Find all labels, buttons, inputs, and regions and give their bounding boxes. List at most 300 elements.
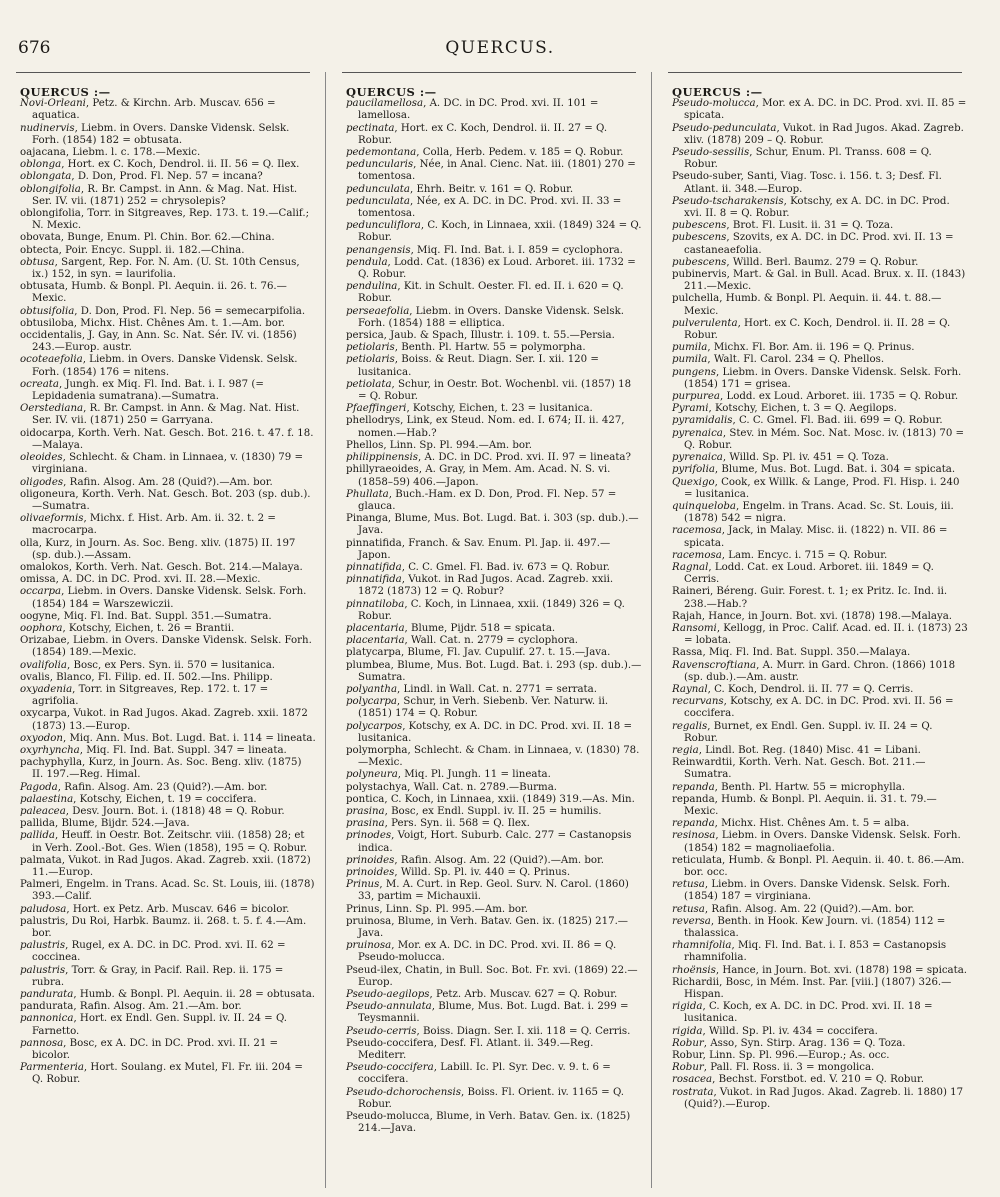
index-entry bbox=[340, 354, 642, 378]
entry-text: , Labill. Ic. Pl. Syr. Dec. v. 9. t. 6 = coccifera. bbox=[358, 1062, 611, 1086]
index-entry bbox=[666, 123, 968, 147]
index-entry bbox=[666, 232, 968, 256]
entry-text: , Rugel, ex A. DC. in DC. Prod. xvi. II. 62 = coccinea. bbox=[32, 940, 286, 964]
entry-text: palmata, Vukot. in Rad Jugos. Akad. Zagreb. xxii. (1872) 11.—Europ. bbox=[20, 854, 311, 878]
index-entry bbox=[666, 452, 968, 464]
index-entry bbox=[14, 159, 316, 171]
index-entry bbox=[14, 379, 316, 403]
entry-text: , Vukot. in Rad Jugos. Akad. Zagreb. li. 1880) 17 (Quid?).—Europ. bbox=[684, 1086, 964, 1110]
entry-text: oajacana, Liebm. l. c. 178.—Mexic. bbox=[20, 147, 201, 159]
entry-synonym-name: retusa bbox=[672, 879, 705, 891]
index-entry bbox=[340, 635, 642, 647]
index-entry bbox=[666, 916, 968, 940]
entry-text: , Hort. ex C. Koch, Dendrol. ii. II. 27 = Q. Robur. bbox=[358, 122, 608, 146]
index-entry bbox=[340, 1026, 642, 1038]
entry-text: obovata, Bunge, Enum. Pl. Chin. Bor. 62.—China. bbox=[20, 232, 275, 244]
entry-synonym-name: oblonga bbox=[20, 159, 62, 171]
entry-synonym-name: Phullata bbox=[346, 488, 389, 500]
entry-synonym-name: Parmenteria bbox=[20, 1062, 84, 1074]
entry-text: , C. Koch, in Linnaea, xxii. (1849) 326 = Q. Robur. bbox=[358, 598, 625, 622]
index-entry bbox=[666, 660, 968, 684]
entry-synonym-name: prinoides bbox=[346, 854, 395, 866]
column-heading: QUERCUS :— bbox=[672, 85, 763, 99]
entry-synonym-name: repanda bbox=[672, 781, 715, 793]
entry-text: , Willd. Sp. Pl. iv. 434 = coccifera. bbox=[702, 1025, 878, 1037]
index-entry bbox=[666, 647, 968, 659]
entry-text: , Née, in Anal. Cienc. Nat. iii. (1801) 270 = tomentosa. bbox=[358, 159, 636, 183]
index-entry bbox=[14, 855, 316, 879]
entry-text: Palmeri, Engelm. in Trans. Acad. Sc. St. Louis, iii. (1878) 393.—Calif. bbox=[20, 879, 315, 903]
entry-text: oligoneura, Korth. Verh. Nat. Gesch. Bot. 203 (sp. dub.).—Sumatra. bbox=[20, 488, 311, 512]
entry-synonym-name: rhoënsis bbox=[672, 964, 716, 976]
entry-text: , Schur, in Oestr. Bot. Wochenbl. vii. (1857) 18 = Q. Robur. bbox=[358, 378, 632, 403]
entry-text: , D. Don, Prod. Fl. Nep. 57 = incana? bbox=[71, 171, 263, 183]
entry-text: , Willd. Berl. Baumz. 279 = Q. Robur. bbox=[726, 256, 919, 268]
index-entry bbox=[340, 879, 642, 903]
entry-text: , Miq. Pl. Jungh. 11 = lineata. bbox=[397, 769, 551, 781]
entry-text: , Liebm. in Overs. Danske Vidensk. Selsk. Forh. (1854) 184 = Warszewiczii. bbox=[32, 586, 307, 610]
index-entry bbox=[14, 538, 316, 562]
entry-synonym-name: pinnatiloba bbox=[346, 598, 405, 610]
entry-text: , Hort. ex Petz. Arb. Muscav. 646 = bicolor. bbox=[66, 903, 290, 915]
index-entry bbox=[666, 428, 968, 452]
entry-text: , Vukot. in Rad Jugos. Acad. Zagreb. xxii. 1872 (1873) 12 = Q. Robur? bbox=[358, 574, 614, 598]
entry-synonym-name: regalis bbox=[672, 720, 708, 732]
entry-text: , A. DC. in DC. Prod. xvi. II. 101 = lamellosa. bbox=[358, 98, 599, 122]
entry-synonym-name: petiolata bbox=[346, 378, 392, 390]
entry-synonym-name: rosacea bbox=[672, 1074, 713, 1086]
index-entry bbox=[340, 684, 642, 696]
entry-text: , Sargent, Rep. For. N. Am. (U. St. 10th Census, ix.) 152, in syn. = laurifolia. bbox=[32, 256, 300, 281]
index-entry bbox=[666, 220, 968, 232]
index-entry bbox=[14, 171, 316, 183]
entry-synonym-name: polycarpos bbox=[346, 720, 403, 732]
entry-synonym-name: polyantha bbox=[346, 683, 398, 695]
entry-text: obtusiloba, Michx. Hist. Chênes Am. t. 1.—Am. bor. bbox=[20, 317, 285, 329]
entry-synonym-name: Pyrami bbox=[672, 403, 709, 415]
index-entry bbox=[14, 586, 316, 610]
entry-text: , C. Koch, Dendrol. ii. II. 77 = Q. Cerris. bbox=[707, 683, 914, 695]
index-entry bbox=[666, 171, 968, 195]
entry-synonym-name: peduncularis bbox=[346, 159, 414, 171]
index-entry bbox=[340, 220, 642, 244]
entry-synonym-name: pallida bbox=[20, 830, 55, 842]
index-entry bbox=[14, 489, 316, 513]
index-entry bbox=[340, 184, 642, 196]
entry-text: , Brot. Fl. Lusit. ii. 31 = Q. Toza. bbox=[726, 220, 894, 232]
entry-text: polystachya, Wall. Cat. n. 2789.—Burma. bbox=[346, 781, 558, 793]
index-entry bbox=[666, 611, 968, 623]
entry-text: , Miq. Ann. Mus. Bot. Lugd. Bat. i. 114 = lineata. bbox=[62, 732, 316, 744]
entry-synonym-name: pinnatifida bbox=[346, 561, 402, 573]
entry-text: pubinervis, Mart. & Gal. in Bull. Acad. Brux. x. II. (1843) 211.—Mexic. bbox=[672, 269, 966, 293]
index-entry bbox=[14, 818, 316, 830]
entry-list bbox=[666, 98, 968, 1111]
entry-text: , Lodd. Cat. (1836) ex Loud. Arboret. iii. 1732 = Q. Robur. bbox=[358, 256, 636, 281]
entry-text: , Engelm. in Trans. Acad. Sc. St. Louis, iii. (1878) 542 = nigra. bbox=[684, 500, 954, 525]
index-entry bbox=[340, 696, 642, 720]
index-entry bbox=[340, 989, 642, 1001]
entry-text: , C. Koch, in Linnaea, xxii. (1849) 324 = Q. Robur. bbox=[358, 220, 642, 244]
index-entry bbox=[666, 586, 968, 610]
entry-synonym-name: pumila bbox=[672, 354, 708, 366]
index-entry bbox=[340, 147, 642, 159]
entry-synonym-name: Pseudo-tscharakensis bbox=[672, 195, 784, 207]
entry-text: reticulata, Humb. & Bonpl. Pl. Aequin. ii. 40. t. 86.—Am. bor. occ. bbox=[672, 854, 965, 878]
entry-text: Orizabae, Liebm. in Overs. Danske Vidensk. Selsk. Forh. (1854) 189.—Mexic. bbox=[20, 635, 312, 659]
entry-text: pontica, C. Koch, in Linnaea, xxii. (1849) 319.—As. Min. bbox=[346, 793, 635, 805]
entry-text: oidocarpa, Korth. Verh. Nat. Gesch. Bot. 216. t. 47. f. 18.—Malaya. bbox=[20, 427, 314, 451]
entry-text: oogyne, Miq. Fl. Ind. Bat. Suppl. 351.—Sumatra. bbox=[20, 610, 272, 622]
index-entry bbox=[340, 1087, 642, 1111]
entry-text: pallida, Blume, Bijdr. 524.—Java. bbox=[20, 818, 190, 830]
entry-text: , Kotschy, ex A. DC. in DC. Prod. xvi. II. 8 = Q. Robur. bbox=[684, 195, 950, 220]
entry-text: , Pall. Fl. Ross. ii. 3 = mongolica. bbox=[703, 1062, 875, 1074]
entry-synonym-name: petiolaris bbox=[346, 354, 395, 366]
entry-text: palustris, Du Roi, Harbk. Baumz. ii. 268. t. 5. f. 4.—Am. bor. bbox=[20, 915, 307, 940]
index-entry bbox=[14, 428, 316, 452]
entry-synonym-name: oleoides bbox=[20, 452, 63, 464]
entry-text: Robur, Linn. Sp. Pl. 996.—Europ.; As. occ. bbox=[672, 1050, 890, 1062]
entry-text: , Willd. Sp. Pl. iv. 451 = Q. Toza. bbox=[722, 452, 889, 464]
entry-text: Richardii, Bosc, in Mém. Inst. Par. [viii.] (1807) 326.—Hispan. bbox=[672, 976, 952, 1001]
index-entry bbox=[666, 965, 968, 977]
entry-text: , Bosc, ex A. DC. in DC. Prod. xvi. II. 21 = bicolor. bbox=[32, 1037, 279, 1062]
column-divider bbox=[651, 72, 652, 1188]
entry-text: , Blume, Mus. Bot. Lugd. Bat. i. 304 = spicata. bbox=[714, 464, 956, 476]
entry-synonym-name: placentaria bbox=[346, 635, 405, 647]
entry-text: , Hort. ex C. Koch, Dendrol. ii. II. 56 = Q. Ilex. bbox=[61, 159, 300, 171]
index-entry bbox=[340, 623, 642, 635]
entry-text: , Boiss. Fl. Orient. iv. 1165 = Q. Robur. bbox=[358, 1086, 625, 1110]
index-entry bbox=[14, 98, 316, 122]
entry-text: , M. A. Curt. in Rep. Geol. Surv. N. Carol. (1860) 33, partim = Michauxii. bbox=[358, 879, 629, 903]
entry-synonym-name: Robur bbox=[672, 1037, 704, 1049]
index-entry bbox=[340, 916, 642, 940]
index-entry bbox=[666, 147, 968, 171]
entry-synonym-name: rigida bbox=[672, 1001, 703, 1013]
entry-synonym-name: Pagoda bbox=[20, 781, 58, 793]
entry-synonym-name: quinqueloba bbox=[672, 500, 737, 512]
entry-synonym-name: reversa bbox=[672, 915, 711, 927]
index-entry bbox=[666, 623, 968, 647]
entry-synonym-name: pruinosa bbox=[346, 940, 392, 952]
entry-text: , Liebm. in Overs. Danske Vidensk. Selsk. Forh. (1854) 182 = magnoliaefolia. bbox=[684, 830, 961, 854]
entry-text: , Boiss. & Reut. Diagn. Ser. I. xii. 120 = lusitanica. bbox=[358, 354, 599, 378]
entry-text: oxycarpa, Vukot. in Rad Jugos. Akad. Zagreb. xxii. 1872 (1873) 13.—Europ. bbox=[20, 708, 308, 732]
entry-synonym-name: Ravenscroftiana bbox=[672, 659, 757, 671]
index-entry bbox=[666, 415, 968, 427]
entry-text: , Benth. Pl. Hartw. 55 = polymorpha. bbox=[394, 342, 586, 354]
entry-synonym-name: ovalifolia bbox=[20, 659, 67, 671]
entry-synonym-name: pedemontana bbox=[346, 147, 417, 159]
entry-text: , Bosc, ex Endl. Suppl. iv. II. 25 = humilis. bbox=[384, 805, 602, 817]
index-entry bbox=[340, 904, 642, 916]
index-entry bbox=[340, 574, 642, 598]
entry-text: , Rafin. Alsog. Am. 22 (Quid?).—Am. bor. bbox=[394, 854, 605, 866]
entry-text: , Liebm. in Overs. Danske Vidensk. Selsk. Forh. (1854) 171 = grisea. bbox=[684, 366, 962, 390]
index-entry bbox=[666, 977, 968, 1001]
entry-synonym-name: palaestina bbox=[20, 793, 74, 805]
entry-text: , Miq. Fl. Ind. Bat. i. I. 859 = cyclophora. bbox=[410, 244, 623, 256]
index-entry bbox=[340, 794, 642, 806]
entry-text: , Ehrh. Beitr. v. 161 = Q. Robur. bbox=[409, 183, 574, 195]
entry-text: , Kotschy, ex A. DC. in DC. Prod. xvi. II. 18 = lusitanica. bbox=[358, 720, 633, 744]
index-entry bbox=[14, 611, 316, 623]
index-entry bbox=[666, 403, 968, 415]
entry-synonym-name: rigida bbox=[672, 1025, 703, 1037]
index-entry bbox=[14, 281, 316, 305]
index-entry bbox=[340, 769, 642, 781]
entry-text: , Hort. ex Endl. Gen. Suppl. iv. II. 24 = Q. Farnetto. bbox=[32, 1013, 288, 1037]
entry-synonym-name: paleacea bbox=[20, 805, 66, 817]
entry-text: , Lodd. Cat. ex Loud. Arboret. iii. 1849 = Q. Cerris. bbox=[684, 561, 934, 586]
index-entry bbox=[340, 379, 642, 403]
index-entry bbox=[666, 550, 968, 562]
index-entry bbox=[666, 1087, 968, 1111]
entry-text: , Schur, in Verh. Siebenb. Ver. Naturw. ii. (1851) 174 = Q. Robur. bbox=[358, 696, 609, 720]
page-number: 676 bbox=[18, 38, 51, 58]
entry-text: , Voigt, Hort. Suburb. Calc. 277 = Castanopsis indica. bbox=[358, 830, 632, 854]
index-entry bbox=[340, 745, 642, 769]
entry-synonym-name: pulverulenta bbox=[672, 317, 738, 329]
entry-synonym-name: pannosa bbox=[20, 1037, 64, 1049]
index-entry bbox=[14, 733, 316, 745]
index-entry bbox=[14, 782, 316, 794]
entry-text: Rajah, Hance, in Journ. Bot. xvi. (1878) 198.—Malaya. bbox=[672, 610, 953, 622]
entry-text: pruinosa, Blume, in Verh. Batav. Gen. ix. (1825) 217.—Java. bbox=[346, 915, 628, 940]
entry-synonym-name: nudinervis bbox=[20, 122, 75, 134]
index-entry bbox=[666, 745, 968, 757]
entry-text: obtusata, Humb. & Bonpl. Pl. Aequin. ii. 26. t. 76.—Mexic. bbox=[20, 281, 287, 305]
entry-synonym-name: pubescens bbox=[672, 232, 727, 244]
entry-text: Reinwardtii, Korth. Verh. Nat. Gesch. Bot. 211.—Sumatra. bbox=[672, 757, 926, 781]
entry-text: , Rafin. Alsog. Am. 28 (Quid?).—Am. bor. bbox=[63, 476, 273, 488]
index-entry bbox=[14, 477, 316, 489]
index-entry bbox=[14, 452, 316, 476]
entry-synonym-name: Pseudo-aegilops bbox=[346, 989, 430, 1001]
entry-text: omissa, A. DC. in DC. Prod. xvi. II. 28.—Mexic. bbox=[20, 574, 261, 586]
entry-synonym-name: obtusa bbox=[20, 256, 55, 268]
entry-synonym-name: pubescens bbox=[672, 256, 727, 268]
index-entry bbox=[14, 684, 316, 708]
entry-synonym-name: paludosa bbox=[20, 903, 67, 915]
entry-text: , Szovits, ex A. DC. in DC. Prod. xvi. II. 13 = castaneaefolia. bbox=[684, 232, 954, 256]
index-entry bbox=[14, 635, 316, 659]
entry-synonym-name: rostrata bbox=[672, 1086, 714, 1098]
index-entry bbox=[340, 196, 642, 220]
index-entry bbox=[666, 757, 968, 781]
entry-synonym-name: pyrenaica bbox=[672, 427, 723, 439]
entry-text: Rassa, Miq. Fl. Ind. Bat. Suppl. 350.—Malaya. bbox=[672, 647, 911, 659]
index-entry bbox=[666, 904, 968, 916]
column-2 bbox=[340, 72, 642, 1190]
entry-synonym-name: polyneura bbox=[346, 769, 398, 781]
entry-text: , Miq. Fl. Ind. Bat. i. I. 853 = Castanopsis rhamnifolia. bbox=[684, 940, 947, 964]
entry-synonym-name: obtusifolia bbox=[20, 305, 75, 317]
entry-text: , Asso, Syn. Stirp. Arag. 136 = Q. Toza. bbox=[703, 1037, 906, 1049]
index-entry bbox=[14, 513, 316, 537]
entry-text: , Michx. Fl. Bor. Am. ii. 196 = Q. Prinus. bbox=[707, 342, 915, 354]
entry-synonym-name: petiolaris bbox=[346, 342, 395, 354]
index-entry bbox=[14, 916, 316, 940]
entry-text: oblongifolia, Torr. in Sitgreaves, Rep. 173. t. 19.—Calif.; N. Mexic. bbox=[20, 208, 310, 232]
entry-text: repanda, Humb. & Bonpl. Pl. Aequin. ii. 31. t. 79.—Mexic. bbox=[672, 793, 937, 817]
entry-text: , Bosc, ex Pers. Syn. ii. 570 = lusitanica. bbox=[66, 659, 276, 671]
entry-text: , Humb. & Bonpl. Pl. Aequin. ii. 28 = obtusata. bbox=[73, 989, 316, 1001]
entry-text: , Jack, in Malay. Misc. ii. (1822) n. VII. 86 = spicata. bbox=[684, 525, 948, 549]
entry-text: , Kotschy, Eichen, t. 19 = coccifera. bbox=[73, 793, 257, 805]
index-entry bbox=[666, 1026, 968, 1038]
entry-text: , Hort. ex C. Koch, Dendrol. ii. II. 28 = Q. Robur. bbox=[684, 317, 951, 342]
entry-text: , Torr. & Gray, in Pacif. Rail. Rep. ii. 175 = rubra. bbox=[32, 964, 284, 988]
entry-synonym-name: pyrenaica bbox=[672, 452, 723, 464]
index-entry bbox=[666, 696, 968, 720]
index-entry bbox=[666, 830, 968, 854]
entry-text: , Rafin. Alsog. Am. 22 (Quid?).—Am. bor. bbox=[704, 903, 915, 915]
entry-text: Pseud-ilex, Chatin, in Bull. Soc. Bot. Fr. xvi. (1869) 22.—Europ. bbox=[346, 964, 638, 988]
entry-text: phillyraeoides, A. Gray, in Mem. Am. Acad. N. S. vi. (1858–59) 406.—Japon. bbox=[346, 464, 611, 488]
entry-text: , Mor. ex A. DC. in DC. Prod. xvi. II. 86 = Q. Pseudo-molucca. bbox=[358, 940, 617, 964]
index-entry bbox=[666, 98, 968, 122]
index-entry bbox=[14, 745, 316, 757]
entry-synonym-name: pyramidalis bbox=[672, 415, 733, 427]
entry-synonym-name: pumila bbox=[672, 342, 708, 354]
entry-synonym-name: Pseudo-cerris bbox=[346, 1025, 417, 1037]
index-entry bbox=[666, 562, 968, 586]
index-entry bbox=[666, 269, 968, 293]
entry-text: , A. DC. in DC. Prod. xvi. II. 97 = lineata? bbox=[418, 452, 631, 464]
entry-text: , Lindl. Bot. Reg. (1840) Misc. 41 = Libani. bbox=[698, 744, 921, 756]
entry-synonym-name: olivaeformis bbox=[20, 513, 84, 525]
index-entry bbox=[14, 989, 316, 1001]
index-entry bbox=[340, 330, 642, 342]
index-entry bbox=[666, 940, 968, 964]
index-entry bbox=[666, 1062, 968, 1074]
entry-text: , Lam. Encyc. i. 715 = Q. Robur. bbox=[721, 549, 888, 561]
index-entry bbox=[666, 342, 968, 354]
index-entry bbox=[666, 367, 968, 391]
index-entry bbox=[340, 599, 642, 623]
entry-text: , Hance, in Journ. Bot. xvi. (1878) 198 = spicata. bbox=[715, 964, 968, 976]
index-entry bbox=[14, 257, 316, 281]
entry-text: , Kotschy, Eichen, t. 26 = Brantii. bbox=[62, 622, 235, 634]
index-entry bbox=[14, 708, 316, 732]
entry-synonym-name: Pseudo-pedunculata bbox=[672, 122, 777, 134]
entry-synonym-name: ocreata bbox=[20, 378, 59, 390]
index-entry bbox=[340, 660, 642, 684]
entry-text: , Liebm. in Overs. Danske Vidensk. Selsk. Forh. (1854) 187 = virginiana. bbox=[684, 879, 951, 903]
entry-synonym-name: pubescens bbox=[672, 220, 727, 232]
index-entry bbox=[666, 354, 968, 366]
entry-text: olla, Kurz, in Journ. As. Soc. Beng. xliv. (1875) II. 197 (sp. dub.).—Assam. bbox=[20, 537, 296, 561]
index-entry bbox=[14, 830, 316, 854]
index-entry bbox=[666, 794, 968, 818]
index-entry bbox=[340, 1062, 642, 1086]
entry-synonym-name: Quexigo bbox=[672, 476, 715, 488]
entry-synonym-name: palustris bbox=[20, 964, 66, 976]
entry-synonym-name: Pseudo-dchorochensis bbox=[346, 1086, 461, 1098]
entry-text: , Torr. in Sitgreaves, Rep. 172. t. 17 = agrifolia. bbox=[32, 683, 269, 708]
entry-text: Pinanga, Blume, Mus. Bot. Lugd. Bat. i. 303 (sp. dub.).—Java. bbox=[346, 513, 639, 537]
index-entry bbox=[666, 196, 968, 220]
entry-synonym-name: oblongata bbox=[20, 171, 72, 183]
entry-text: , Liebm. in Overs. Danske Vidensk. Selsk. Forh. (1854) 176 = nitens. bbox=[32, 354, 298, 378]
entry-text: , Petz. Arb. Muscav. 627 = Q. Robur. bbox=[429, 989, 618, 1001]
entry-text: , Burnet, ex Endl. Gen. Suppl. iv. II. 24 = Q. Robur. bbox=[684, 720, 933, 744]
index-entry bbox=[666, 782, 968, 794]
column-3 bbox=[666, 72, 968, 1190]
entry-text: , Cook, ex Willk. & Lange, Prod. Fl. Hisp. i. 240 = lusitanica. bbox=[684, 476, 960, 500]
index-entry bbox=[340, 1038, 642, 1062]
entry-synonym-name: Oerstediana bbox=[20, 403, 84, 415]
index-entry bbox=[340, 245, 642, 257]
entry-text: Pseudo-molucca, Blume, in Verh. Batav. Gen. ix. (1825) 214.—Java. bbox=[346, 1111, 631, 1135]
entry-text: , A. Murr. in Gard. Chron. (1866) 1018 (sp. dub.).—Am. austr. bbox=[684, 659, 956, 683]
index-entry bbox=[14, 318, 316, 330]
entry-synonym-name: pedunculata bbox=[346, 183, 410, 195]
entry-text: , Kit. in Schult. Oester. Fl. ed. II. i. 620 = Q. Robur. bbox=[358, 281, 624, 305]
entry-text: , Buch.-Ham. ex D. Don, Prod. Fl. Nep. 57 = glauca. bbox=[358, 488, 617, 512]
entry-synonym-name: oxyadenia bbox=[20, 683, 73, 695]
entry-text: , Heuff. in Oestr. Bot. Zeitschr. viii. (1858) 28; et in Verh. Zool.-Bot. Ges. Wien (1858), 195 = Q. Robur. bbox=[32, 830, 308, 854]
index-entry bbox=[340, 830, 642, 854]
index-entry bbox=[14, 1062, 316, 1086]
index-entry bbox=[666, 293, 968, 317]
entry-synonym-name: Ragnal bbox=[672, 561, 709, 573]
index-entry bbox=[14, 1013, 316, 1037]
index-entry bbox=[14, 623, 316, 635]
entry-synonym-name: Pseudo-coccifera bbox=[346, 1062, 434, 1074]
entry-synonym-name: pedunculiflora bbox=[346, 220, 421, 232]
entry-synonym-name: pannonica bbox=[20, 1013, 74, 1025]
entry-text: , R. Br. Campst. in Ann. & Mag. Nat. Hist. Ser. IV. vii. (1871) 250 = Garryana. bbox=[32, 403, 300, 427]
entry-synonym-name: oligodes bbox=[20, 476, 64, 488]
entry-text: , Bechst. Forstbot. ed. V. 210 = Q. Robur. bbox=[712, 1074, 924, 1086]
entry-synonym-name: recurvans bbox=[672, 696, 724, 708]
entry-text: , Blume, Mus. Bot. Lugd. Bat. i. 299 = Teysmannii. bbox=[358, 1001, 629, 1025]
entry-synonym-name: philippinensis bbox=[346, 452, 419, 464]
index-entry bbox=[14, 794, 316, 806]
index-entry bbox=[14, 147, 316, 159]
index-entry bbox=[14, 660, 316, 672]
entry-synonym-name: oophora bbox=[20, 622, 63, 634]
entry-text: pulchella, Humb. & Bonpl. Pl. Aequin. ii. 44. t. 88.—Mexic. bbox=[672, 293, 942, 317]
entry-text: , Lindl. in Wall. Cat. n. 2771 = serrata. bbox=[397, 683, 597, 695]
entry-synonym-name: Pseudo-annulata bbox=[346, 1001, 432, 1013]
entry-text: , Desv. Journ. Bot. i. (1818) 48 = Q. Robur. bbox=[65, 805, 285, 817]
entry-synonym-name: Raynal bbox=[672, 683, 708, 695]
entry-text: , Mor. ex A. DC. in DC. Prod. xvi. II. 85 = spicata. bbox=[684, 98, 967, 122]
entry-text: , Liebm. in Overs. Danske Vidensk. Selsk. Forh. (1854) 182 = obtusata. bbox=[32, 122, 290, 146]
entry-text: Phellos, Linn. Sp. Pl. 994.—Am. bor. bbox=[346, 439, 532, 451]
entry-synonym-name: paucilamellosa bbox=[346, 98, 424, 110]
entry-text: pandurata, Rafin. Alsog. Am. 21.—Am. bor. bbox=[20, 1001, 242, 1013]
entry-synonym-name: Prinus bbox=[346, 879, 380, 891]
index-entry bbox=[14, 562, 316, 574]
index-entry bbox=[340, 513, 642, 537]
entry-text: , Walt. Fl. Carol. 234 = Q. Phellos. bbox=[707, 354, 885, 366]
index-entry bbox=[340, 806, 642, 818]
index-entry bbox=[340, 281, 642, 305]
index-entry bbox=[340, 452, 642, 464]
entry-synonym-name: prasina bbox=[346, 818, 385, 830]
entry-text: , Née, ex A. DC. in DC. Prod. xvi. II. 33 = tomentosa. bbox=[358, 195, 622, 220]
entry-synonym-name: penangensis bbox=[346, 244, 411, 256]
index-entry bbox=[340, 782, 642, 794]
entry-text: , Willd. Sp. Pl. iv. 440 = Q. Prinus. bbox=[394, 867, 571, 878]
index-entry bbox=[340, 818, 642, 830]
